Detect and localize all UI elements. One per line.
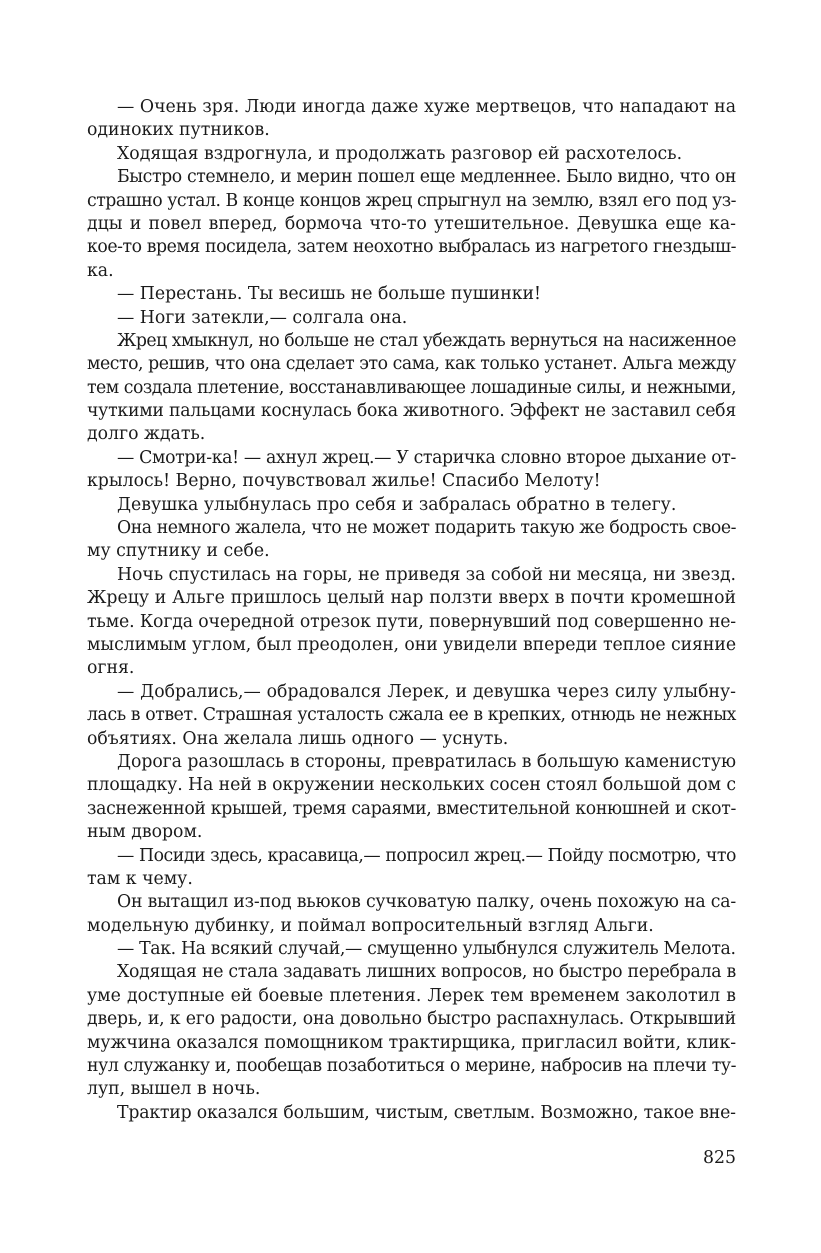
text-line: Трактир оказался большим, чистым, светлым. Возможно, такое вне-	[117, 1102, 736, 1123]
paragraph	[87, 681, 736, 751]
text-line: чуткими пальцами коснулась бока животного. Эффект не заставил себя	[87, 401, 736, 422]
paragraph	[87, 751, 736, 845]
text-line: — Посиди здесь, красавица,— попросил жрец.— Пойду посмотрю, что	[117, 845, 736, 866]
text-line: тьме. Когда очередной отрезок пути, повернувший под совершенно не-	[87, 611, 736, 632]
text-line: площадку. На ней в окружении нескольких сосен стоял большой дом с	[87, 775, 736, 796]
text-line: — Добрались,— обрадовался Лерек, и девушка через силу улыбну-	[117, 681, 736, 702]
text-line: Быстро стемнело, и мерин пошел еще медленнее. Было видно, что он	[117, 167, 736, 188]
text-line: мыслимым углом, был преодолен, они увидели впереди теплое сияние	[87, 634, 736, 655]
text-line: — Перестань. Ты весишь не больше пушинки!	[117, 284, 541, 305]
text-line: Ночь спустилась на горы, не приведя за собой ни месяца, ни звезд.	[117, 564, 736, 585]
text-line: ным двором.	[87, 822, 203, 843]
paragraph	[87, 517, 736, 564]
text-line: Ходящая не стала задавать лишних вопросов, но быстро перебрала в	[117, 962, 736, 983]
text-line: Девушка улыбнулась про себя и забралась обратно в телегу.	[117, 494, 677, 515]
text-line: дцы и повел вперед, бормоча что-то утешительное. Девушка еще ка-	[87, 213, 736, 234]
text-line: — Очень зря. Люди иногда даже хуже мертвецов, что нападают на	[117, 97, 736, 117]
text-line: объятиях. Она желала лишь одного — уснуть.	[87, 728, 509, 749]
text-line: му спутнику и себе.	[87, 541, 270, 562]
text-line: мужчина оказался помощником трактирщика, пригласил войти, клик-	[87, 1032, 736, 1053]
paragraph	[87, 96, 736, 143]
paragraph	[87, 891, 736, 938]
text-line: Жрецу и Альге пришлось целый нар ползти вверх в почти кромешной	[87, 588, 736, 609]
text-line: заснеженной крышей, тремя сараями, вместительной конюшней и скот-	[87, 798, 736, 819]
paragraph	[87, 447, 736, 494]
text-line: огня.	[87, 658, 135, 679]
text-line: — Так. На всякий случай,— смущенно улыбнулся служитель Мелота.	[117, 939, 736, 960]
paragraph	[87, 330, 736, 447]
text-line: лась в ответ. Страшная усталость сжала ее в крепких, отнюдь не нежных	[87, 705, 736, 726]
paragraph	[87, 938, 736, 961]
paragraph	[87, 564, 736, 681]
text-line: модельную дубинку, и поймал вопросительный взгляд Альги.	[87, 915, 654, 936]
text-line: уме доступные ей боевые плетения. Лерек тем временем заколотил в	[87, 985, 736, 1006]
text-line: Ходящая вздрогнула, и продолжать разговор ей расхотелось.	[117, 143, 683, 164]
body-text	[87, 96, 736, 1125]
text-line: дверь, и, к его радости, она довольно быстро распахнулась. Открывший	[87, 1009, 736, 1030]
paragraph	[87, 1102, 736, 1125]
text-line: — Ноги затекли,— солгала она.	[117, 307, 408, 328]
text-line: Она немного жалела, что не может подарить такую же бодрость свое-	[117, 518, 736, 539]
text-line: ка.	[87, 260, 114, 281]
text-line: Он вытащил из-под вьюков сучковатую палку, очень похожую на са-	[117, 892, 736, 913]
paragraph	[87, 143, 736, 166]
text-line: место, решив, что она сделает это сама, как только устанет. Альга между	[87, 354, 736, 375]
paragraph	[87, 494, 736, 517]
text-line: луп, вышел в ночь.	[87, 1079, 261, 1100]
paragraph	[87, 961, 736, 1101]
text-line: — Смотри-ка! — ахнул жрец.— У старичка словно второе дыхание от-	[117, 447, 736, 468]
text-line: Жрец хмыкнул, но больше не стал убеждать вернуться на насиженное	[117, 330, 736, 351]
page-number: 825	[703, 1148, 736, 1168]
text-line: долго ждать.	[87, 424, 206, 445]
text-line: страшно устал. В конце концов жрец спрыгнул на землю, взял его под уз-	[87, 190, 736, 211]
text-line: тем создала плетение, восстанавливающее лошадиные силы, и нежными,	[87, 377, 736, 398]
paragraph	[87, 845, 736, 892]
text-line: одиноких путников.	[87, 120, 270, 141]
text-line: кое-то время посидела, затем неохотно выбралась из нагретого гнездыш-	[87, 237, 736, 258]
paragraph	[87, 166, 736, 283]
text-line: нул служанку и, пообещав позаботиться о мерине, набросив на плечи ту-	[87, 1056, 736, 1077]
text-line: там к чему.	[87, 868, 193, 889]
text-line: Дорога разошлась в стороны, превратилась в большую каменистую	[117, 751, 736, 772]
paragraph	[87, 283, 736, 306]
paragraph	[87, 307, 736, 330]
text-line: крылось! Верно, почувствовал жилье! Спасибо Мелоту!	[87, 471, 601, 492]
